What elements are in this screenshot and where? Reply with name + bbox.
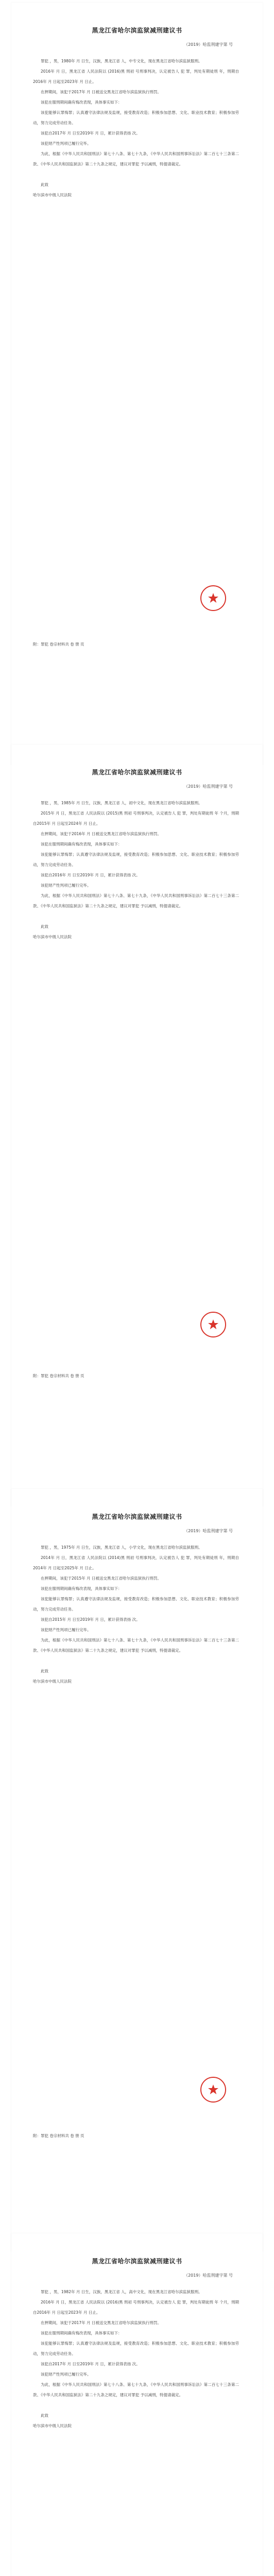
court-name: 哈尔滨市中级人民法院	[33, 193, 72, 197]
addressee: 此致	[41, 1669, 48, 1673]
paragraph: 在押期间，该犯于2017年 月 日被送交黑龙江省哈尔滨监狱执行刑罚。	[41, 90, 161, 94]
paragraph: 该犯在服刑期间确有悔改表现，具体事实如下：	[41, 100, 122, 105]
court-name: 哈尔滨市中级人民法院	[33, 935, 72, 939]
paragraph: 罪犯 ，男，1980年 月 日生，汉族，黑龙江省 人，中专文化，现在黑龙江省哈尔滨监狱服刑。	[41, 59, 202, 63]
addressee: 此致	[41, 2413, 48, 2418]
paragraph: 该犯财产性判项已履行完毕。	[41, 141, 91, 146]
addressee: 此致	[41, 924, 48, 929]
paragraph: 该犯自2017年 月 日至2019年 月 日，累计获得表扬 次。	[41, 131, 140, 135]
page-title: 黑龙江省哈尔滨监狱减刑建议书	[92, 769, 182, 776]
paragraph: 该犯财产性判项已履行完毕。	[41, 2372, 91, 2377]
attachment-note: 附：罪犯 卷宗材料共 卷 册 页	[33, 1374, 84, 1378]
document-body	[33, 2287, 239, 2431]
page-title: 黑龙江省哈尔滨监狱减刑建议书	[92, 2258, 182, 2265]
paragraph: 该犯在服刑期间确有悔改表现，具体事实如下：	[41, 2331, 122, 2335]
paragraph: 该犯财产性判项已履行完毕。	[41, 1628, 91, 1632]
paragraph: 该犯能够认罪悔罪；认真遵守法律法规及监规，接受教育改造；积极参加思想、文化、职业技术教育；积极参加劳动，努力完成劳动任务。	[33, 852, 239, 867]
paragraph: 2016年 月 日，黑龙江省 人民法院以 (2016)黑 刑初 号刑事判决，认定被告人 犯 罪，判处有期徒刑 年 个月，刑期自2016年 月 日起至2023年 月 日止。	[33, 2300, 239, 2315]
document-page-1	[11, 3, 263, 765]
official-seal-icon	[200, 2076, 227, 2103]
paragraph: 罪犯 ，男，1975年 月 日生，汉族，黑龙江省 人，小学文化，现在黑龙江省哈尔滨监狱服刑。	[41, 1545, 202, 1550]
document-body	[33, 56, 239, 200]
document-body	[33, 798, 239, 942]
paragraph: 为此，根据《中华人民共和国刑法》第七十八条、第七十九条，《中华人民共和国刑事诉讼法》第二百七十三条第二款、《中华人民共和国监狱法》第二十九条之规定，建议对罪犯 予以减刑，特提请裁定。	[33, 151, 239, 166]
document-page-3	[11, 1489, 263, 2251]
document-page-2	[11, 744, 263, 1507]
document-body	[33, 1543, 239, 1687]
official-seal-icon	[200, 1311, 227, 1338]
paragraph: 在押期间，该犯于2015年 月 日被送交黑龙江省哈尔滨监狱执行刑罚。	[41, 1576, 161, 1581]
paragraph: 该犯在服刑期间确有悔改表现，具体事实如下：	[41, 842, 122, 846]
document-page-4	[11, 2233, 263, 2576]
document-number: （2019）哈监刑建字第 号	[184, 784, 233, 789]
addressee: 此致	[41, 182, 48, 187]
attachment-note: 附：罪犯 卷宗材料共 卷 册 页	[33, 2133, 84, 2138]
paragraph: 该犯自2017年 月 日至2019年 月 日，累计获得表扬 次。	[41, 2362, 140, 2366]
court-name: 哈尔滨市中级人民法院	[33, 2424, 72, 2428]
court-name: 哈尔滨市中级人民法院	[33, 1679, 72, 1684]
paragraph: 该犯能够认罪悔罪；认真遵守法律法规及监规，接受教育改造；积极参加思想、文化、职业技术教育；积极参加劳动，努力完成劳动任务。	[33, 2341, 239, 2356]
paragraph: 罪犯 ，男，1985年 月 日生，汉族，黑龙江省 人，初中文化，现在黑龙江省哈尔滨监狱服刑。	[41, 801, 202, 805]
paragraph: 在押期间，该犯于2017年 月 日被送交黑龙江省哈尔滨监狱执行刑罚。	[41, 2320, 161, 2325]
paragraph: 为此，根据《中华人民共和国刑法》第七十八条、第七十九条，《中华人民共和国刑事诉讼法》第二百七十三条第二款、《中华人民共和国监狱法》第二十九条之规定，建议对罪犯 予以减刑，特提请裁定。	[33, 2382, 239, 2397]
paragraph: 2015年 月 日，黑龙江省 人民法院以 (2015)黑 刑初 号刑事判决，认定被告人 犯 罪，判处有期徒刑 年 个月，刑期自2015年 月 日起至2024年 月 日止。	[33, 811, 239, 826]
document-number: （2019）哈监刑建字第 号	[184, 2273, 233, 2278]
document-number: （2019）哈监刑建字第 号	[184, 42, 233, 47]
document-number: （2019）哈监刑建字第 号	[184, 1529, 233, 1533]
paragraph: 在押期间，该犯于2016年 月 日被送交黑龙江省哈尔滨监狱执行刑罚。	[41, 832, 161, 836]
attachment-note: 附：罪犯 卷宗材料共 卷 册 页	[33, 642, 84, 647]
page-title: 黑龙江省哈尔滨监狱减刑建议书	[92, 27, 182, 34]
paragraph: 该犯自2016年 月 日至2019年 月 日，累计获得表扬 次。	[41, 873, 140, 877]
paragraph: 该犯财产性判项已履行完毕。	[41, 883, 91, 888]
paragraph: 为此，根据《中华人民共和国刑法》第七十八条、第七十九条，《中华人民共和国刑事诉讼法》第二百七十三条第二款、《中华人民共和国监狱法》第二十九条之规定，建议对罪犯 予以减刑，特提请裁定。	[33, 1638, 239, 1653]
paragraph: 2014年 月 日，黑龙江省 人民法院以 (2014)黑 刑初 号刑事判决，认定被告人 犯 罪，判处有期徒刑 年，刑期自2014年 月 日起至2025年 月 日止。	[33, 1555, 239, 1570]
paragraph: 该犯在服刑期间确有悔改表现，具体事实如下：	[41, 1586, 122, 1591]
official-seal-icon	[200, 585, 227, 612]
paragraph: 为此，根据《中华人民共和国刑法》第七十八条、第七十九条，《中华人民共和国刑事诉讼法》第二百七十三条第二款、《中华人民共和国监狱法》第二十九条之规定，建议对罪犯 予以减刑，特提请裁定。	[33, 893, 239, 908]
paragraph: 该犯自2015年 月 日至2019年 月 日，累计获得表扬 次。	[41, 1617, 140, 1622]
paragraph: 罪犯 ，男，1982年 月 日生，汉族，黑龙江省 人，高中文化，现在黑龙江省哈尔滨监狱服刑。	[41, 2290, 202, 2294]
paragraph: 该犯能够认罪悔罪；认真遵守法律法规及监规，接受教育改造；积极参加思想、文化、职业技术教育；积极参加劳动，努力完成劳动任务。	[33, 1597, 239, 1612]
paragraph: 该犯能够认罪悔罪；认真遵守法律法规及监规，接受教育改造；积极参加思想、文化、职业技术教育；积极参加劳动，努力完成劳动任务。	[33, 110, 239, 125]
page-title: 黑龙江省哈尔滨监狱减刑建议书	[92, 1513, 182, 1520]
paragraph: 2016年 月 日，黑龙江省 人民法院以 (2016)黑 刑初 号刑事判决，认定被告人 犯 罪，判处有期徒刑 年，刑期自2016年 月 日起至2023年 月 日止。	[33, 69, 239, 84]
